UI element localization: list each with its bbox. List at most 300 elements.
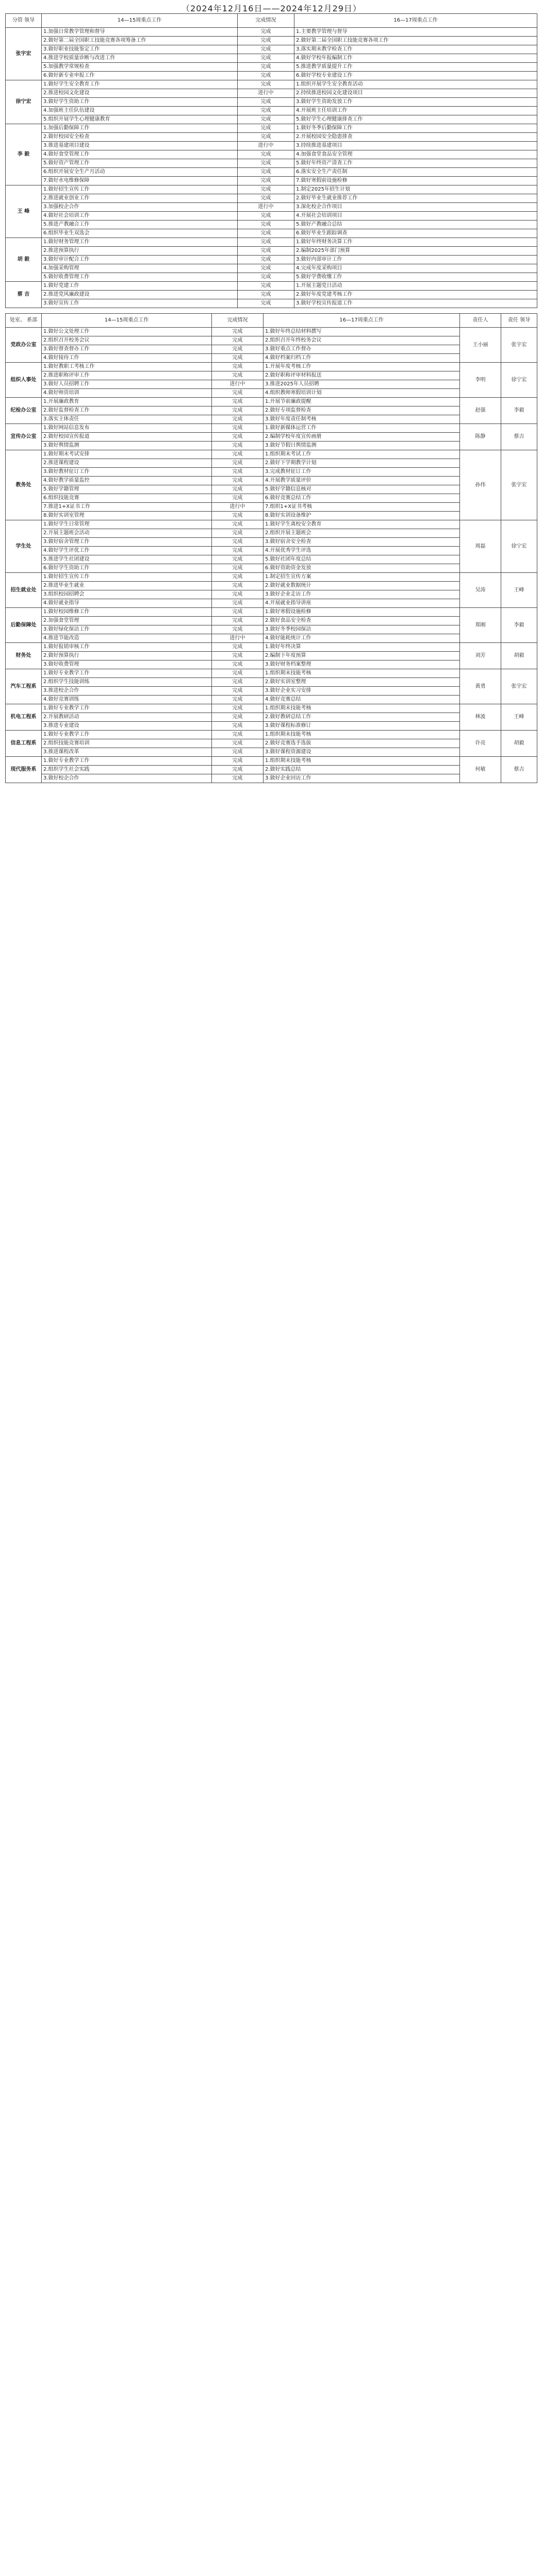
table-row bbox=[6, 669, 537, 678]
work-16-17-cell: 2.做好教研总结工作 bbox=[264, 713, 460, 722]
status-cell: 完成 bbox=[212, 477, 264, 485]
work-14-15-cell: 3.推进校企合作 bbox=[42, 687, 212, 696]
status-cell: 完成 bbox=[212, 582, 264, 590]
work-14-15-cell: 8.做好实训室管理 bbox=[42, 512, 212, 520]
dept-name-cell: 宣传办公室 bbox=[6, 424, 42, 450]
table-row bbox=[6, 757, 537, 766]
work-16-17-cell: 6.做好学校专业建设工作 bbox=[294, 72, 537, 80]
work-14-15-cell: 2.做好校园宣传报道 bbox=[42, 433, 212, 442]
status-cell: 完成 bbox=[212, 468, 264, 477]
status-cell: 完成 bbox=[212, 494, 264, 503]
owner-cell: 许亮 bbox=[460, 731, 501, 757]
dept-name-cell: 李 毅 bbox=[6, 124, 42, 185]
table-row bbox=[6, 256, 537, 264]
work-16-17-cell: 3.做好学校宣传报道工作 bbox=[294, 299, 537, 308]
status-cell: 完成 bbox=[212, 748, 264, 757]
work-14-15-cell: 3.落实主体责任 bbox=[42, 415, 212, 424]
status-cell: 完成 bbox=[238, 98, 294, 107]
work-14-15-cell: 3.做好审计配合工作 bbox=[42, 256, 238, 264]
work-14-15-cell: 2.推进毕业生就业 bbox=[42, 582, 212, 590]
work-14-15-cell: 2.加强食堂管理 bbox=[42, 617, 212, 625]
work-16-17-cell: 6.落实安全生产责任制 bbox=[294, 168, 537, 177]
work-16-17-cell: 1.组织期末技能考核 bbox=[264, 669, 460, 678]
table-row bbox=[6, 115, 537, 124]
table-row bbox=[6, 54, 537, 63]
table-row bbox=[6, 142, 537, 150]
work-16-17-cell: 3.做好企业回访工作 bbox=[264, 774, 460, 783]
table-row bbox=[6, 282, 537, 291]
table-row bbox=[6, 512, 537, 520]
work-14-15-cell: 4.加强班主任队伍建设 bbox=[42, 107, 238, 115]
table-row bbox=[6, 363, 537, 371]
table-row bbox=[6, 766, 537, 774]
table-row bbox=[6, 617, 537, 625]
table-row bbox=[6, 89, 537, 98]
table-row bbox=[6, 380, 537, 389]
work-16-17-cell: 4.做好能耗统计工作 bbox=[264, 634, 460, 643]
work-14-15-cell: 1.做好招生宣传工作 bbox=[42, 185, 238, 194]
status-cell: 完成 bbox=[238, 229, 294, 238]
table-row bbox=[6, 748, 537, 757]
status-cell: 进行中 bbox=[238, 142, 294, 150]
table-row bbox=[6, 468, 537, 477]
table-row bbox=[6, 564, 537, 573]
dept-name-cell: 胡 毅 bbox=[6, 238, 42, 282]
work-14-15-cell: 2.组织学生社会实践 bbox=[42, 766, 212, 774]
status-cell: 完成 bbox=[238, 63, 294, 72]
work-16-17-cell: 1.做好学生离校安全教育 bbox=[264, 520, 460, 529]
work-14-15-cell: 6.组织开展安全生产月活动 bbox=[42, 168, 238, 177]
work-16-17-cell: 6.做好毕业生跟踪调查 bbox=[294, 229, 537, 238]
work-16-17-cell: 1.做好年终总结材料撰写 bbox=[264, 328, 460, 336]
status-cell: 完成 bbox=[212, 625, 264, 634]
work-16-17-cell: 1.开展节前廉政提醒 bbox=[264, 398, 460, 406]
header-work-16-17: 16—17周重点工作 bbox=[294, 14, 537, 28]
work-16-17-cell: 2.做好竞赛选手选拔 bbox=[264, 739, 460, 748]
work-14-15-cell: 1.做好教职工考核工作 bbox=[42, 363, 212, 371]
work-14-15-cell: 5.组织开展学生心理健康教育 bbox=[42, 115, 238, 124]
status-cell: 完成 bbox=[238, 212, 294, 221]
status-cell: 完成 bbox=[238, 133, 294, 142]
dept-name-cell: 财务处 bbox=[6, 643, 42, 669]
table-row bbox=[6, 150, 537, 159]
work-16-17-cell: 1.制定2025年招生计划 bbox=[294, 185, 537, 194]
table-row bbox=[6, 599, 537, 608]
status-cell: 完成 bbox=[212, 704, 264, 713]
table-row bbox=[6, 660, 537, 669]
table-row bbox=[6, 625, 537, 634]
table-row bbox=[6, 582, 537, 590]
table-row bbox=[6, 80, 537, 89]
work-16-17-cell: 1.组织期末技能考核 bbox=[264, 704, 460, 713]
status-cell: 完成 bbox=[212, 660, 264, 669]
work-14-15-cell: 3.组织校园招聘会 bbox=[42, 590, 212, 599]
table-row bbox=[6, 494, 537, 503]
status-cell: 完成 bbox=[212, 590, 264, 599]
work-14-15-cell: 1.做好网站信息发布 bbox=[42, 424, 212, 433]
table-row bbox=[6, 264, 537, 273]
work-14-15-cell: 2.推进就业创业工作 bbox=[42, 194, 238, 203]
work-16-17-cell: 2.编制2025年部门预算 bbox=[294, 247, 537, 256]
table-row bbox=[6, 45, 537, 54]
table-row bbox=[6, 194, 537, 203]
work-16-17-cell: 3.做好学生资助发放工作 bbox=[294, 98, 537, 107]
work-14-15-cell: 7.做好水电维修保障 bbox=[42, 177, 238, 185]
work-16-17-cell: 3.做好节假日舆情监测 bbox=[264, 442, 460, 450]
status-cell: 进行中 bbox=[212, 380, 264, 389]
table-row bbox=[6, 713, 537, 722]
work-16-17-cell: 1.组织期末技能考核 bbox=[264, 731, 460, 739]
work-16-17-cell: 3.做好冬季校园保洁 bbox=[264, 625, 460, 634]
status-cell: 完成 bbox=[212, 433, 264, 442]
work-16-17-cell: 4.组织教师寒假培训计划 bbox=[264, 389, 460, 398]
leader-cell: 张宇宏 bbox=[501, 669, 537, 704]
work-14-15-cell: 5.推进学生社团建设 bbox=[42, 555, 212, 564]
work-16-17-cell: 1.做好冬季后勤保障工作 bbox=[294, 124, 537, 133]
header-owner: 责任人 bbox=[460, 314, 501, 328]
status-cell: 完成 bbox=[238, 194, 294, 203]
status-cell: 完成 bbox=[238, 299, 294, 308]
status-cell: 完成 bbox=[212, 774, 264, 783]
table-row bbox=[6, 37, 537, 45]
leader-cell: 胡毅 bbox=[501, 731, 537, 757]
work-14-15-cell: 1.加强后勤保障工作 bbox=[42, 124, 238, 133]
table-row bbox=[6, 212, 537, 221]
work-16-17-cell: 5.做好学生心理健康排查工作 bbox=[294, 115, 537, 124]
work-16-17-cell: 3.做好企业实习安排 bbox=[264, 687, 460, 696]
work-14-15-cell: 2.开展主题班会活动 bbox=[42, 529, 212, 538]
table-row bbox=[6, 547, 537, 555]
header-status: 完成情况 bbox=[238, 14, 294, 28]
status-cell: 完成 bbox=[212, 643, 264, 652]
table-row bbox=[6, 442, 537, 450]
status-cell: 完成 bbox=[212, 424, 264, 433]
table-row bbox=[6, 371, 537, 380]
work-16-17-cell: 2.做好专项监督检查 bbox=[264, 406, 460, 415]
work-16-17-cell: 4.开展社会培训项目 bbox=[294, 212, 537, 221]
work-16-17-cell: 2.做好实训室整理 bbox=[264, 678, 460, 687]
owner-cell: 赵强 bbox=[460, 398, 501, 424]
work-14-15-cell: 2.推进校园文化建设 bbox=[42, 89, 238, 98]
table-row bbox=[6, 203, 537, 212]
work-14-15-cell: 2.组织召开校务会议 bbox=[42, 336, 212, 345]
leader-cell: 蔡吉 bbox=[501, 757, 537, 783]
work-14-15-cell: 5.推进产教融合工作 bbox=[42, 221, 238, 229]
leader-cell: 徐宁宏 bbox=[501, 520, 537, 573]
status-cell: 完成 bbox=[238, 282, 294, 291]
table-row bbox=[6, 485, 537, 494]
work-16-17-cell: 1.做好年终财务决算工作 bbox=[294, 238, 537, 247]
work-16-17-cell: 1.主要教学管理与督导 bbox=[294, 28, 537, 37]
work-14-15-cell: 4.做好接待工作 bbox=[42, 354, 212, 363]
dept-name-cell: 信息工程系 bbox=[6, 731, 42, 757]
work-16-17-cell: 3.完成教材征订工作 bbox=[264, 468, 460, 477]
work-16-17-cell: 4.做好竞赛总结 bbox=[264, 696, 460, 704]
table-row bbox=[6, 398, 537, 406]
status-cell: 完成 bbox=[238, 107, 294, 115]
table-row bbox=[6, 273, 537, 282]
work-14-15-cell: 2.推进职称评审工作 bbox=[42, 371, 212, 380]
work-14-15-cell: 1.做好招生宣传工作 bbox=[42, 573, 212, 582]
tables-wrap bbox=[5, 13, 537, 783]
work-16-17-cell: 3.深化校企合作项目 bbox=[294, 203, 537, 212]
status-cell: 进行中 bbox=[212, 634, 264, 643]
status-cell: 完成 bbox=[212, 696, 264, 704]
work-16-17-cell: 1.组织开展学生安全教育活动 bbox=[294, 80, 537, 89]
table-row bbox=[6, 72, 537, 80]
table-row bbox=[6, 687, 537, 696]
status-cell: 完成 bbox=[238, 168, 294, 177]
work-16-17-cell: 8.做好实训设备维护 bbox=[264, 512, 460, 520]
work-16-17-cell: 7.做好寒假前设施检修 bbox=[294, 177, 537, 185]
work-14-15-cell: 4.做好竞赛训练 bbox=[42, 696, 212, 704]
status-cell: 完成 bbox=[212, 573, 264, 582]
work-14-15-cell: 5.做好收费管理工作 bbox=[42, 273, 238, 282]
status-cell: 完成 bbox=[212, 555, 264, 564]
table-row bbox=[6, 477, 537, 485]
dept-name-cell: 组织人事处 bbox=[6, 363, 42, 398]
work-14-15-cell: 1.做好财务管理工作 bbox=[42, 238, 238, 247]
owner-cell: 吴涛 bbox=[460, 573, 501, 608]
status-cell: 完成 bbox=[212, 328, 264, 336]
work-14-15-cell: 4.加强采购管理 bbox=[42, 264, 238, 273]
status-cell: 完成 bbox=[238, 115, 294, 124]
table-row bbox=[6, 424, 537, 433]
dept-work-table bbox=[5, 313, 537, 783]
work-14-15-cell: 1.做好公文处理工作 bbox=[42, 328, 212, 336]
status-cell: 完成 bbox=[238, 273, 294, 282]
dept-name-cell: 张宇宏 bbox=[6, 28, 42, 80]
work-14-15-cell: 5.做好资产管理工作 bbox=[42, 159, 238, 168]
work-14-15-cell: 6.组织技能竞赛 bbox=[42, 494, 212, 503]
work-14-15-cell: 2.推进课程建设 bbox=[42, 459, 212, 468]
work-16-17-cell: 3.推进2025年人员招聘 bbox=[264, 380, 460, 389]
work-14-15-cell: 3.做好督查督办工作 bbox=[42, 345, 212, 354]
table-row bbox=[6, 450, 537, 459]
work-16-17-cell: 7.组织1+X证书考核 bbox=[264, 503, 460, 512]
work-16-17-cell: 3.做好财务档案整理 bbox=[264, 660, 460, 669]
status-cell: 完成 bbox=[238, 124, 294, 133]
owner-cell: 何敏 bbox=[460, 757, 501, 783]
work-14-15-cell: 4.做好食堂管理工作 bbox=[42, 150, 238, 159]
work-16-17-cell: 1.开展主题党日活动 bbox=[294, 282, 537, 291]
dept-name-cell: 汽车工程系 bbox=[6, 669, 42, 704]
work-16-17-cell: 2.组织召开年终校务会议 bbox=[264, 336, 460, 345]
status-cell: 完成 bbox=[212, 415, 264, 424]
work-16-17-cell: 2.持续推进校园文化建设项目 bbox=[294, 89, 537, 98]
header-work-14-15: 14—15周重点工作 bbox=[42, 314, 212, 328]
dept-name-cell: 党政办公室 bbox=[6, 328, 42, 363]
status-cell: 完成 bbox=[238, 238, 294, 247]
status-cell: 完成 bbox=[212, 599, 264, 608]
table-header-row bbox=[6, 14, 537, 28]
work-14-15-cell: 3.做好绿化保洁工作 bbox=[42, 625, 212, 634]
status-cell: 完成 bbox=[212, 669, 264, 678]
work-16-17-cell: 5.做好社团年度总结 bbox=[264, 555, 460, 564]
status-cell: 完成 bbox=[238, 185, 294, 194]
table-row bbox=[6, 238, 537, 247]
work-14-15-cell: 2.做好预算执行 bbox=[42, 652, 212, 660]
owner-cell: 郑刚 bbox=[460, 608, 501, 643]
work-16-17-cell: 5.推进教学质量提升工作 bbox=[294, 63, 537, 72]
dept-name-cell: 徐宁宏 bbox=[6, 80, 42, 124]
dept-name-cell: 蔡 吉 bbox=[6, 282, 42, 308]
table-row bbox=[6, 159, 537, 168]
dept-name-cell: 学生处 bbox=[6, 520, 42, 573]
leader-cell: 徐宁宏 bbox=[501, 363, 537, 398]
work-16-17-cell: 1.组织期末技能考核 bbox=[264, 757, 460, 766]
work-14-15-cell: 4.做好学生评优工作 bbox=[42, 547, 212, 555]
work-16-17-cell: 4.开展班主任培训工作 bbox=[294, 107, 537, 115]
status-cell: 完成 bbox=[212, 520, 264, 529]
work-16-17-cell: 5.做好产教融合总结 bbox=[294, 221, 537, 229]
status-cell: 完成 bbox=[212, 442, 264, 450]
work-16-17-cell: 1.做好年终决算 bbox=[264, 643, 460, 652]
work-16-17-cell: 1.做好寒假设施检修 bbox=[264, 608, 460, 617]
owner-cell: 林波 bbox=[460, 704, 501, 731]
status-cell: 完成 bbox=[212, 608, 264, 617]
work-16-17-cell: 3.做好企业走访工作 bbox=[264, 590, 460, 599]
table-row bbox=[6, 643, 537, 652]
header-status: 完成情况 bbox=[212, 314, 264, 328]
table-row bbox=[6, 520, 537, 529]
work-14-15-cell: 2.做好监督检查工作 bbox=[42, 406, 212, 415]
status-cell: 完成 bbox=[212, 406, 264, 415]
status-cell: 完成 bbox=[212, 713, 264, 722]
work-14-15-cell: 3.推进基建项目建设 bbox=[42, 142, 238, 150]
leader-cell: 张宇宏 bbox=[501, 328, 537, 363]
table-row bbox=[6, 433, 537, 442]
work-16-17-cell: 4.做好学校年报编制工作 bbox=[294, 54, 537, 63]
table-row bbox=[6, 678, 537, 687]
owner-cell: 孙伟 bbox=[460, 450, 501, 520]
work-16-17-cell: 1.做好新媒体运营工作 bbox=[264, 424, 460, 433]
table-row bbox=[6, 774, 537, 783]
work-16-17-cell: 6.做好资助资金发放 bbox=[264, 564, 460, 573]
work-14-15-cell: 4.推进学校质量诊断与改进工作 bbox=[42, 54, 238, 63]
work-16-17-cell: 1.开展年度考核工作 bbox=[264, 363, 460, 371]
status-cell: 进行中 bbox=[238, 89, 294, 98]
leader-cell: 王峰 bbox=[501, 704, 537, 731]
work-16-17-cell: 2.编制下年度预算 bbox=[264, 652, 460, 660]
status-cell: 完成 bbox=[212, 398, 264, 406]
work-14-15-cell: 1.做好专业教学工作 bbox=[42, 669, 212, 678]
table-header-row bbox=[6, 314, 537, 328]
status-cell: 完成 bbox=[212, 538, 264, 547]
work-16-17-cell: 2.开展校园安全隐患排查 bbox=[294, 133, 537, 142]
status-cell: 完成 bbox=[238, 221, 294, 229]
dept-name-cell: 教务处 bbox=[6, 450, 42, 520]
work-16-17-cell: 3.持续推进基建项目 bbox=[294, 142, 537, 150]
work-14-15-cell: 2.开展教研活动 bbox=[42, 713, 212, 722]
table-row bbox=[6, 229, 537, 238]
status-cell: 完成 bbox=[212, 678, 264, 687]
work-14-15-cell: 1.做好学生安全教育工作 bbox=[42, 80, 238, 89]
owner-cell: 周磊 bbox=[460, 520, 501, 573]
work-14-15-cell: 1.做好专业教学工作 bbox=[42, 731, 212, 739]
work-14-15-cell: 1.开展廉政教育 bbox=[42, 398, 212, 406]
work-14-15-cell: 3.做好宿舍管理工作 bbox=[42, 538, 212, 547]
dept-name-cell: 机电工程系 bbox=[6, 704, 42, 731]
work-14-15-cell: 1.做好专业教学工作 bbox=[42, 757, 212, 766]
work-14-15-cell: 2.组织学生技能训练 bbox=[42, 678, 212, 687]
status-cell: 完成 bbox=[238, 150, 294, 159]
table-row bbox=[6, 133, 537, 142]
work-16-17-cell: 5.做好学籍信息核对 bbox=[264, 485, 460, 494]
status-cell: 完成 bbox=[212, 371, 264, 380]
work-16-17-cell: 3.做好宿舍安全检查 bbox=[264, 538, 460, 547]
leader-cell: 胡毅 bbox=[501, 643, 537, 669]
work-14-15-cell: 3.做好职业技能鉴定工作 bbox=[42, 45, 238, 54]
status-cell: 完成 bbox=[212, 336, 264, 345]
leader-work-table bbox=[5, 13, 537, 308]
table-row bbox=[6, 459, 537, 468]
work-16-17-cell: 2.做好下学期教学计划 bbox=[264, 459, 460, 468]
dept-name-cell: 后勤保障处 bbox=[6, 608, 42, 643]
status-cell: 完成 bbox=[238, 45, 294, 54]
table-row bbox=[6, 406, 537, 415]
work-14-15-cell: 3.推进课程改革 bbox=[42, 748, 212, 757]
status-cell: 完成 bbox=[238, 72, 294, 80]
status-cell: 完成 bbox=[238, 54, 294, 63]
work-14-15-cell: 7.推进1+X证书工作 bbox=[42, 503, 212, 512]
status-cell: 完成 bbox=[212, 354, 264, 363]
work-16-17-cell: 3.落实期末教学检查工作 bbox=[294, 45, 537, 54]
work-14-15-cell: 2.做好第二届全国职工技能竞赛各项筹备工作 bbox=[42, 37, 238, 45]
work-16-17-cell: 2.编制学校年度宣传画册 bbox=[264, 433, 460, 442]
leader-cell: 李毅 bbox=[501, 608, 537, 643]
table-row bbox=[6, 538, 537, 547]
table-row bbox=[6, 389, 537, 398]
schedule-subtitle: （2024年12月16日——2024年12月29日） bbox=[182, 4, 361, 13]
work-16-17-cell: 2.做好毕业生就业推荐工作 bbox=[294, 194, 537, 203]
work-14-15-cell: 4.做好就业指导 bbox=[42, 599, 212, 608]
dept-name-cell: 现代服务系 bbox=[6, 757, 42, 783]
status-cell: 完成 bbox=[238, 28, 294, 37]
table-row bbox=[6, 247, 537, 256]
table-row bbox=[6, 336, 537, 345]
header-leader: 责任 领导 bbox=[501, 314, 537, 328]
table-row bbox=[6, 555, 537, 564]
work-14-15-cell: 1.做好报销审核工作 bbox=[42, 643, 212, 652]
work-16-17-cell: 6.做好竞赛总结工作 bbox=[264, 494, 460, 503]
leader-cell: 蔡吉 bbox=[501, 424, 537, 450]
work-14-15-cell: 1.做好专业教学工作 bbox=[42, 704, 212, 713]
table-row bbox=[6, 168, 537, 177]
status-cell: 完成 bbox=[212, 722, 264, 731]
work-14-15-cell: 2.组织技能竞赛培训 bbox=[42, 739, 212, 748]
table-row bbox=[6, 107, 537, 115]
status-cell: 完成 bbox=[238, 37, 294, 45]
status-cell: 完成 bbox=[212, 485, 264, 494]
table-row bbox=[6, 634, 537, 643]
status-cell: 完成 bbox=[212, 547, 264, 555]
table-row bbox=[6, 177, 537, 185]
work-14-15-cell: 4.做好教学质量监控 bbox=[42, 477, 212, 485]
status-cell: 完成 bbox=[212, 389, 264, 398]
work-16-17-cell: 4.开展就业指导讲座 bbox=[264, 599, 460, 608]
table-row bbox=[6, 299, 537, 308]
table-row bbox=[6, 652, 537, 660]
header-dept: 分管 领导 bbox=[6, 14, 42, 28]
table-row bbox=[6, 608, 537, 617]
work-16-17-cell: 3.做好年度责任制考核 bbox=[264, 415, 460, 424]
work-14-15-cell: 3.做好校企合作 bbox=[42, 774, 212, 783]
work-16-17-cell: 2.组织开展主题班会 bbox=[264, 529, 460, 538]
status-cell: 进行中 bbox=[212, 503, 264, 512]
work-14-15-cell: 3.做好人员招聘工作 bbox=[42, 380, 212, 389]
work-16-17-cell: 3.做好重点工作督办 bbox=[264, 345, 460, 354]
